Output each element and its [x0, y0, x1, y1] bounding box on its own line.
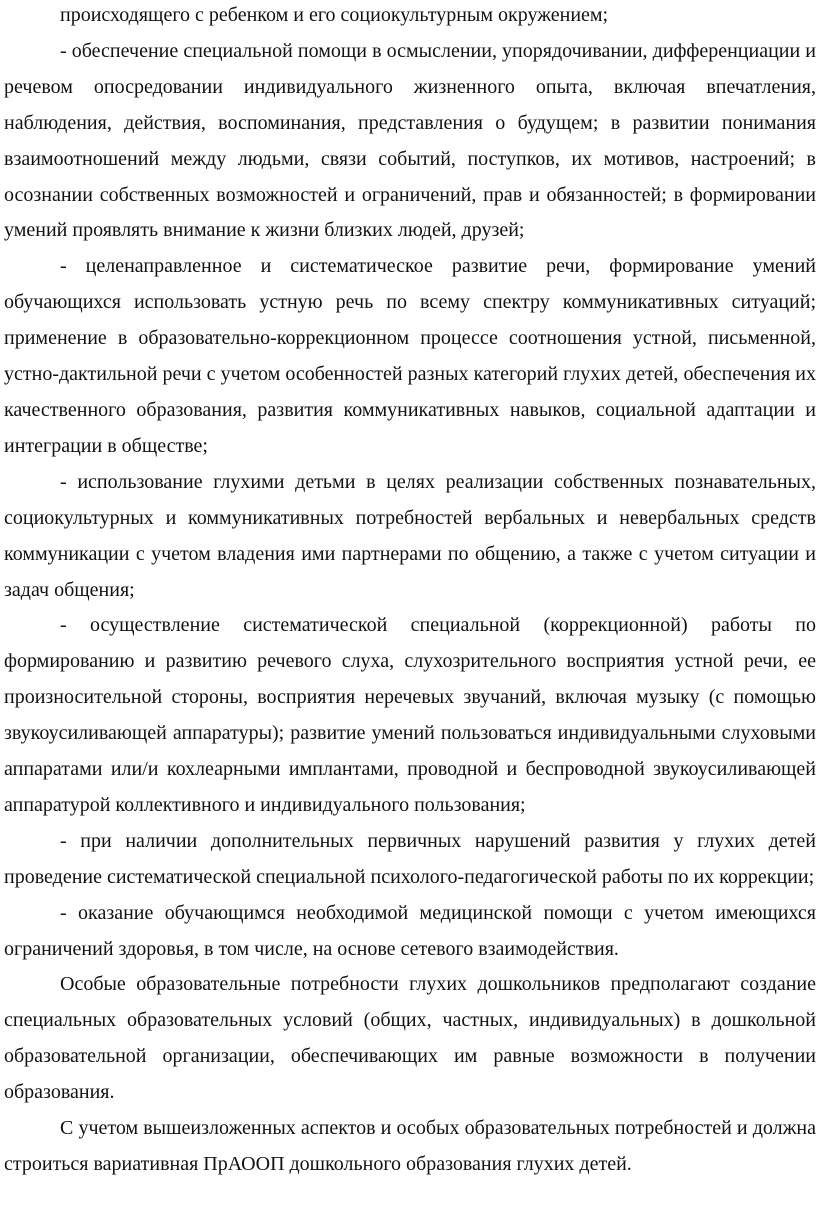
paragraph-special-needs: Особые образовательные потребности глухих дошкольников предполагают создание специальных образовательных условий (общих, частных, индивидуальных) в дошкольной образовательной организации, обеспечивающих им равные возможности в получении образования.: [4, 973, 816, 1104]
paragraph-additional-disorders: - при наличии дополнительных первичных нарушений развития у глухих детей проведение систематической специальной психолого-педагогической работы по их коррекции;: [4, 829, 816, 888]
paragraph-conclusion: С учетом вышеизложенных аспектов и особых образовательных потребностей и должна строиться вариативная ПрАООП дошкольного образования глухих детей.: [4, 1117, 816, 1175]
paragraph-continuation: происходящего с ребенком и его социокультурным окружением;: [60, 4, 609, 26]
paragraph-hearing-work: - осуществление систематической специальной (коррекционной) работы по формированию и развитию речевого слуха, слухозрительного восприятия устной речи, ее произносительной стороны, восприятия неречевых звучаний, включая музыку (с помощью звукоусиливающей аппаратуры); развитие умений пользоваться индивидуальными слуховыми аппаратами или/и кохлеарными имплантами, проводной и беспроводной звукоусиливающей аппаратурой коллективного и индивидуального пользования;: [4, 614, 816, 816]
paragraph-communication-means: - использование глухими детьми в целях реализации собственных познавательных, социокультурных и коммуникативных потребностей вербальных и невербальных средств коммуникации с учетом владения ими партнерами по общению, а также с учетом ситуации и задач общения;: [4, 470, 816, 601]
paragraph-special-help: - обеспечение специальной помощи в осмыслении, упорядочивании, дифференциации и речевом опосредовании индивидуального жизненного опыта, включая впечатления, наблюдения, действия, воспоминания, представления о будущем; в развитии понимания взаимоотношений между людьми, связи событий, поступков, их мотивов, настроений; в осознании собственных возможностей и ограничений, прав и обязанностей; в формировании умений проявлять внимание к жизни близких людей, друзей;: [4, 39, 816, 242]
paragraph-speech-development: - целенаправленное и систематическое развитие речи, формирование умений обучающихся использовать устную речь по всему спектру коммуникативных ситуаций; применение в образовательно-коррекционном процессе соотношения устной, письменной, устно-дактильной речи с учетом особенностей разных категорий глухих детей, обеспечения их качественного образования, развития коммуникативных навыков, социальной адаптации и интеграции в обществе;: [4, 255, 816, 457]
paragraph-medical-help: - оказание обучающимся необходимой медицинской помощи с учетом имеющихся ограничений здоровья, в том числе, на основе сетевого взаимодействия.: [4, 901, 816, 960]
